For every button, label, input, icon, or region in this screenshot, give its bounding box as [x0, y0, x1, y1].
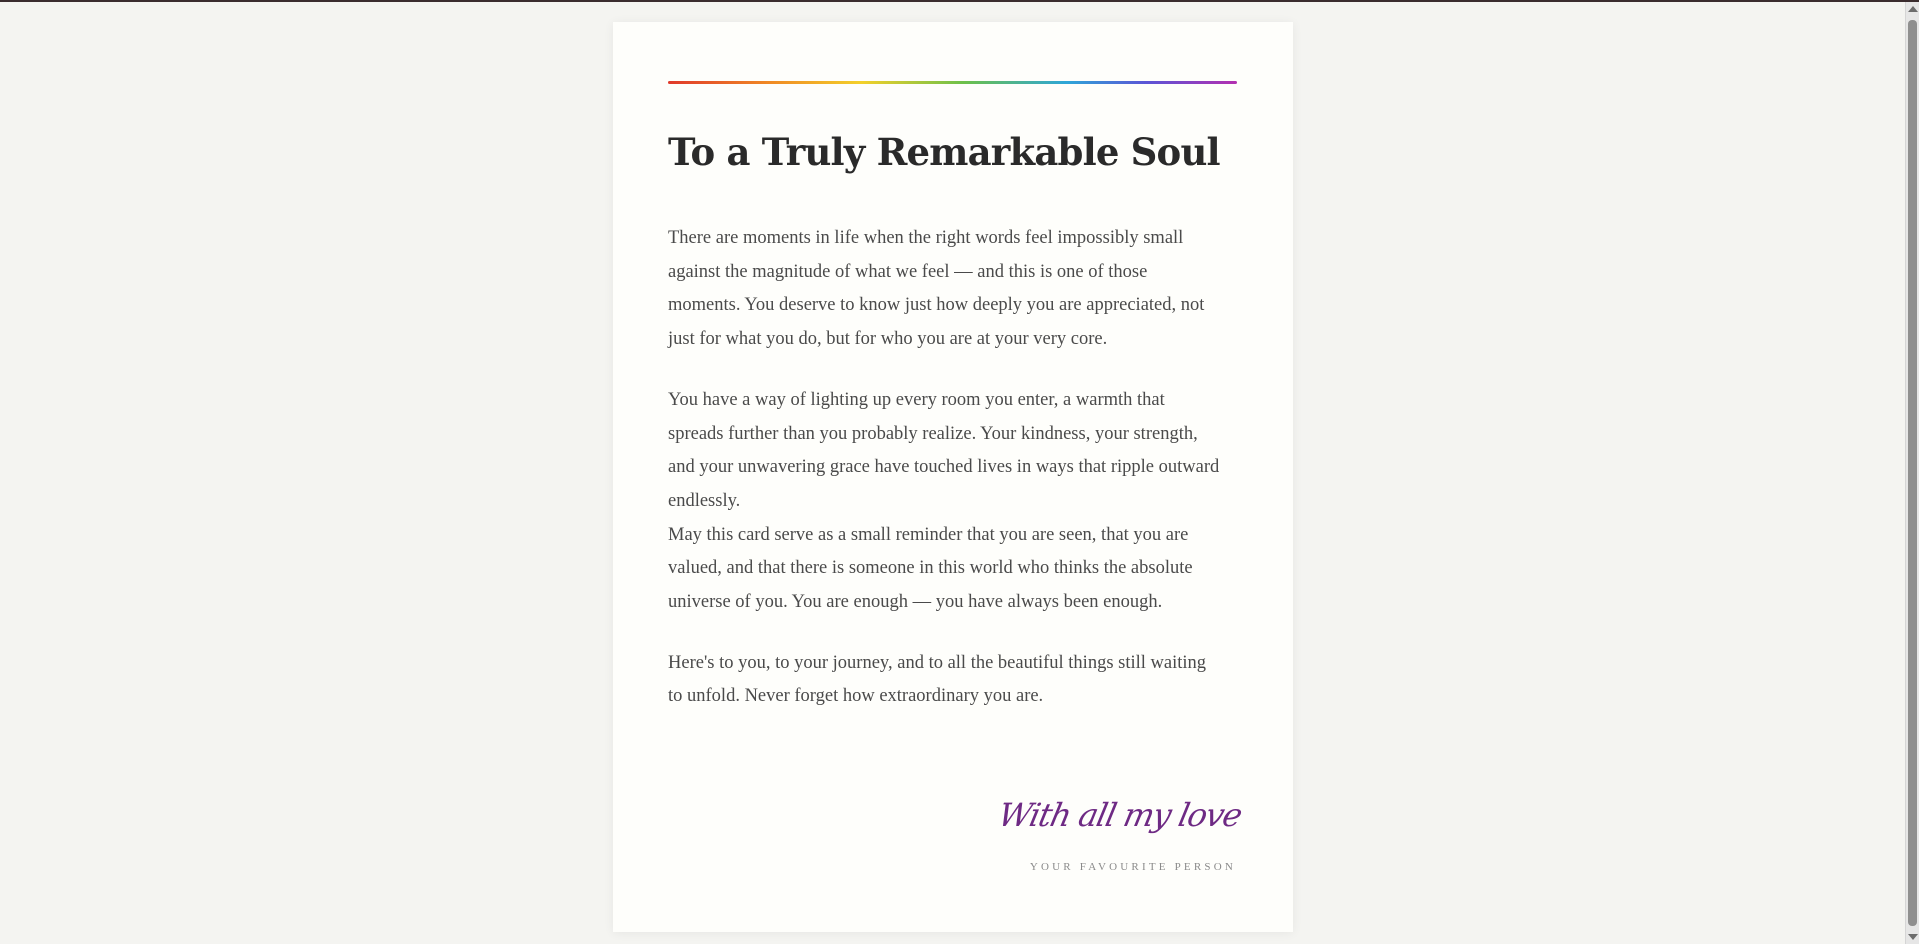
card-title: To a Truly Remarkable Soul — [668, 130, 1220, 174]
vertical-scrollbar[interactable] — [1905, 2, 1919, 944]
message-paragraph-1: There are moments in life when the right words feel impossibly small against the magnitude of what we feel — and this is one of those moments. You deserve to know just how deeply you are appreciated, not just for what you do, but for who you are at your very core. — [668, 228, 1205, 350]
scrollbar-thumb[interactable] — [1908, 20, 1917, 926]
message-paragraph-3: May this card serve as a small reminder that you are seen, that you are valued, and that there is someone in this world who thinks the absolute universe of you. You are enough — you have always been enough. — [668, 524, 1193, 613]
scroll-up-arrow-icon[interactable] — [1906, 2, 1919, 16]
signature: With all my love — [995, 796, 1246, 834]
card-message — [668, 222, 1223, 714]
window-top-border — [0, 0, 1919, 2]
greeting-card — [613, 22, 1293, 932]
rainbow-divider — [668, 81, 1237, 84]
scroll-down-arrow-icon[interactable] — [1906, 930, 1919, 944]
message-paragraph-2: You have a way of lighting up every room you enter, a warmth that spreads further than you probably realize. Your kindness, your strength, and your unwavering grace have touched lives in ways that ripple outward endlessly. — [668, 389, 1220, 511]
message-paragraph-4: Here's to you, to your journey, and to all the beautiful things still waiting to unfold. Never forget how extraordinary you are. — [668, 652, 1207, 707]
signer-name: YOUR FAVOURITE PERSON — [1029, 861, 1236, 873]
